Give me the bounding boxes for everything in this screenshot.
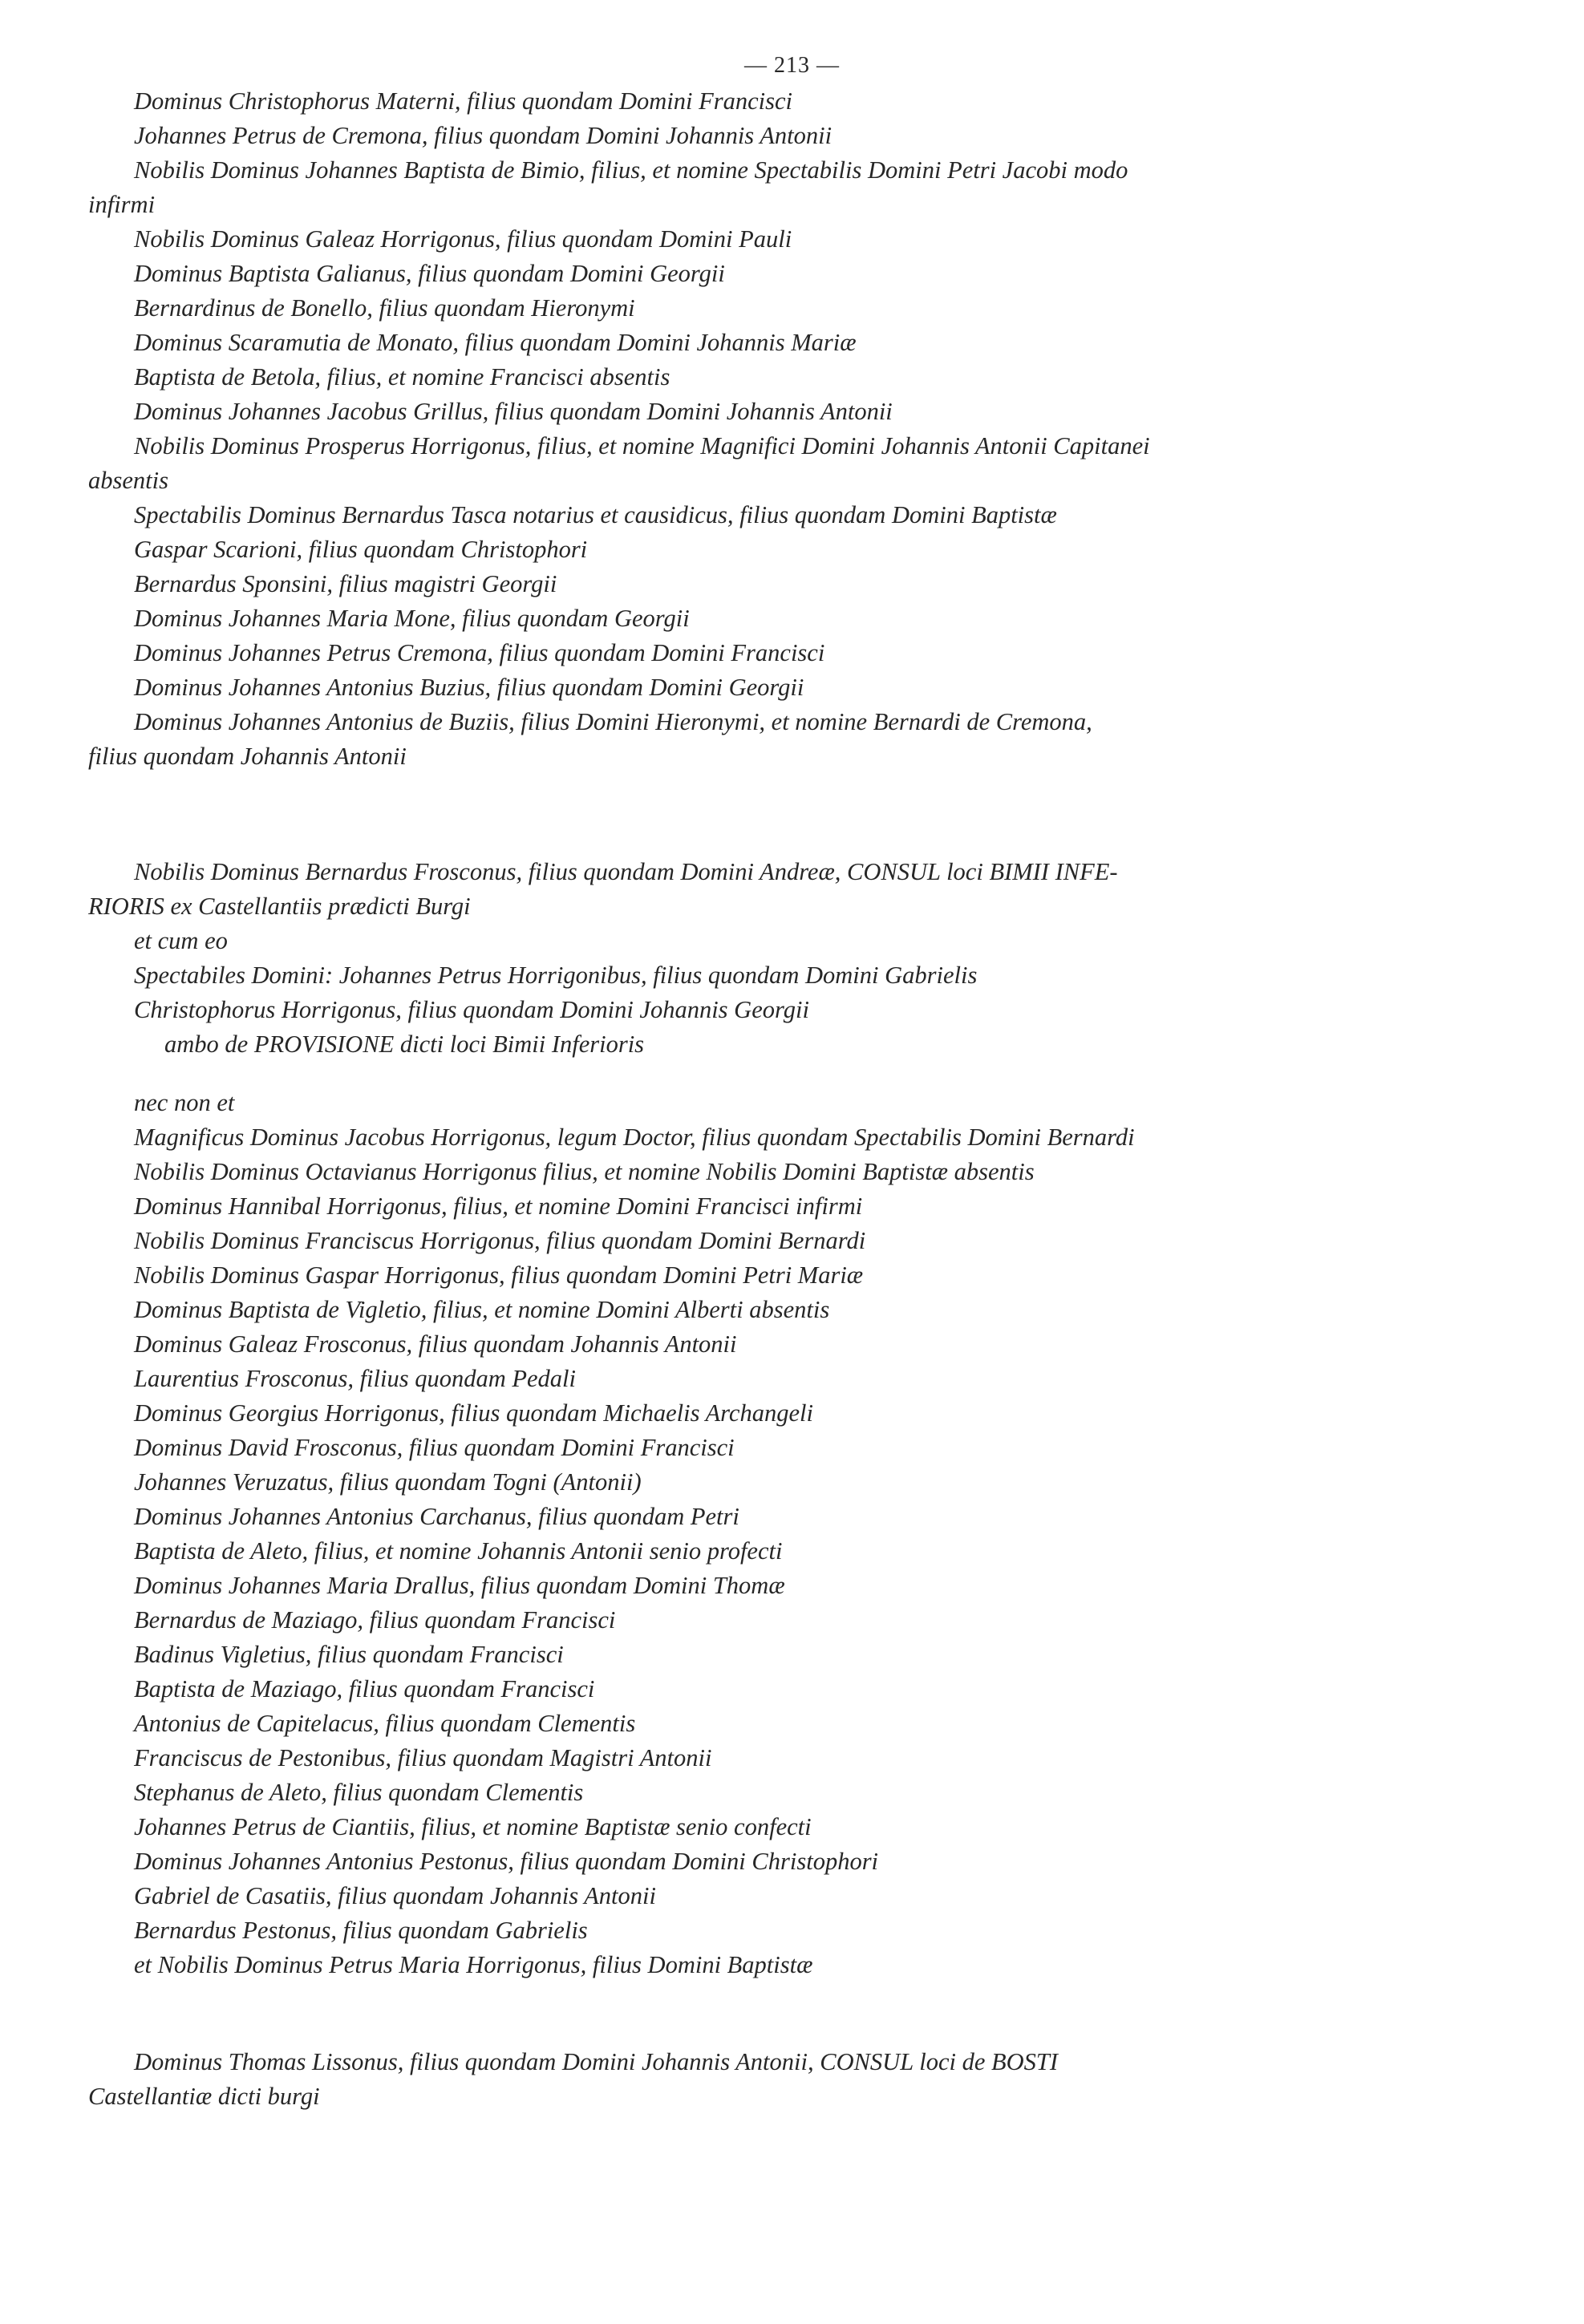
list-item: Spectabilis Dominus Bernardus Tasca notarius et causidicus, filius quondam Domini Baptistæ (134, 501, 1057, 528)
list-item: Christophorus Horrigonus, filius quondam Domini Johannis Georgii (134, 996, 809, 1023)
list-item: Dominus Johannes Antonius Pestonus, filius quondam Domini Christophori (134, 1848, 879, 1875)
list-item: Gaspar Scarioni, filius quondam Christophori (134, 536, 588, 563)
list-item: Dominus Johannes Antonius Buzius, filius quondam Domini Georgii (134, 674, 804, 701)
list-item: Nobilis Dominus Gaspar Horrigonus, filius quondam Domini Petri Mariæ (134, 1261, 864, 1289)
list-item: Johannes Petrus de Cremona, filius quondam Domini Johannis Antonii (134, 122, 833, 149)
list-item: et Nobilis Dominus Petrus Maria Horrigonus, filius Domini Baptistæ (134, 1951, 813, 1978)
list-item: Nobilis Dominus Franciscus Horrigonus, filius quondam Domini Bernardi (134, 1227, 866, 1254)
list-item: Dominus Christophorus Materni, filius quondam Domini Francisci (134, 87, 792, 115)
list-item: Dominus Georgius Horrigonus, filius quondam Michaelis Archangeli (134, 1399, 813, 1427)
list-item: Dominus Johannes Petrus Cremona, filius quondam Domini Francisci (134, 639, 825, 666)
list-item: nec non et (134, 1089, 235, 1116)
list-item: Stephanus de Aleto, filius quondam Clementis (134, 1779, 584, 1806)
list-item: Baptista de Maziago, filius quondam Francisci (134, 1675, 595, 1703)
list-item: Dominus Scaramutia de Monato, filius quondam Domini Johannis Mariæ (134, 329, 857, 356)
list-item: Dominus Johannes Antonius Carchanus, filius quondam Petri (134, 1503, 739, 1530)
list-item: Gabriel de Casatiis, filius quondam Johannis Antonii (134, 1882, 656, 1909)
list-item: Dominus Baptista Galianus, filius quondam Domini Georgii (134, 260, 725, 287)
consul-block-bosti (88, 2045, 1388, 2114)
list-item-continuation: infirmi (88, 191, 156, 218)
list-item: Nobilis Dominus Prosperus Horrigonus, filius, et nomine Magnifici Domini Johannis Antonii Capitanei (134, 432, 1150, 460)
list-item-continuation: filius quondam Johannis Antonii (88, 743, 407, 770)
list-item: Johannes Petrus de Ciantiis, filius, et nomine Baptistæ senio confecti (134, 1813, 812, 1840)
consul-block-bimii (88, 855, 1388, 1062)
list-item: Spectabiles Domini: Johannes Petrus Horrigonibus, filius quondam Domini Gabrielis (134, 962, 978, 989)
page-number: — 213 — (744, 53, 840, 78)
list-item: Dominus Johannes Maria Drallus, filius quondam Domini Thomæ (134, 1572, 785, 1599)
list-item: Dominus David Frosconus, filius quondam Domini Francisci (134, 1434, 735, 1461)
list-item: Antonius de Capitelacus, filius quondam Clementis (134, 1710, 636, 1737)
list-item: Dominus Johannes Maria Mone, filius quondam Georgii (134, 605, 690, 632)
list-item: Bernardus Sponsini, filius magistri Georgii (134, 570, 557, 597)
list-item: Baptista de Betola, filius, et nomine Francisci absentis (134, 363, 670, 391)
list-item: Dominus Hannibal Horrigonus, filius, et nomine Domini Francisci infirmi (134, 1192, 863, 1220)
list-item: Bernardinus de Bonello, filius quondam Hieronymi (134, 294, 635, 322)
list-item: Nobilis Dominus Johannes Baptista de Bimio, filius, et nomine Spectabilis Domini Petri Jacobi modo (134, 156, 1128, 184)
list-item: Badinus Vigletius, filius quondam Francisci (134, 1641, 564, 1668)
list-item: Dominus Thomas Lissonus, filius quondam Domini Johannis Antonii, CONSUL loci de BOSTI (134, 2048, 1059, 2075)
list-item: Dominus Galeaz Frosconus, filius quondam Johannis Antonii (134, 1330, 737, 1358)
list-item: Dominus Johannes Antonius de Buziis, filius Domini Hieronymi, et nomine Bernardi de Cremona, (134, 708, 1092, 735)
list-item: Nobilis Dominus Bernardus Frosconus, filius quondam Domini Andreæ, CONSUL loci BIMII INFE- (134, 858, 1118, 885)
list-item: Dominus Baptista de Vigletio, filius, et nomine Domini Alberti absentis (134, 1296, 830, 1323)
list-item-continuation: RIORIS ex Castellantiis prædicti Burgi (88, 893, 471, 920)
list-item-continuation: Castellantiæ dicti burgi (88, 2083, 320, 2110)
list-item: Franciscus de Pestonibus, filius quondam Magistri Antonii (134, 1744, 712, 1771)
list-item: Dominus Johannes Jacobus Grillus, filius quondam Domini Johannis Antonii (134, 398, 893, 425)
list-item: Bernardus Pestonus, filius quondam Gabrielis (134, 1917, 588, 1944)
list-item: Nobilis Dominus Galeaz Horrigonus, filius quondam Domini Pauli (134, 225, 792, 253)
list-item: Johannes Veruzatus, filius quondam Togni (Antonii) (134, 1468, 642, 1496)
list-block-others (88, 1086, 1388, 1982)
list-block-nobles (88, 84, 1388, 774)
list-item: Nobilis Dominus Octavianus Horrigonus filius, et nomine Nobilis Domini Baptistæ absentis (134, 1158, 1035, 1185)
list-item: Baptista de Aleto, filius, et nomine Johannis Antonii senio profecti (134, 1537, 783, 1565)
list-item: et cum eo (134, 927, 228, 954)
list-item: ambo de PROVISIONE dicti loci Bimii Inferioris (164, 1030, 645, 1058)
list-item: Bernardus de Maziago, filius quondam Francisci (134, 1606, 616, 1634)
list-item-continuation: absentis (88, 467, 168, 494)
list-item: Laurentius Frosconus, filius quondam Pedali (134, 1365, 576, 1392)
list-item: Magnificus Dominus Jacobus Horrigonus, legum Doctor, filius quondam Spectabilis Domini Bernardi (134, 1124, 1135, 1151)
